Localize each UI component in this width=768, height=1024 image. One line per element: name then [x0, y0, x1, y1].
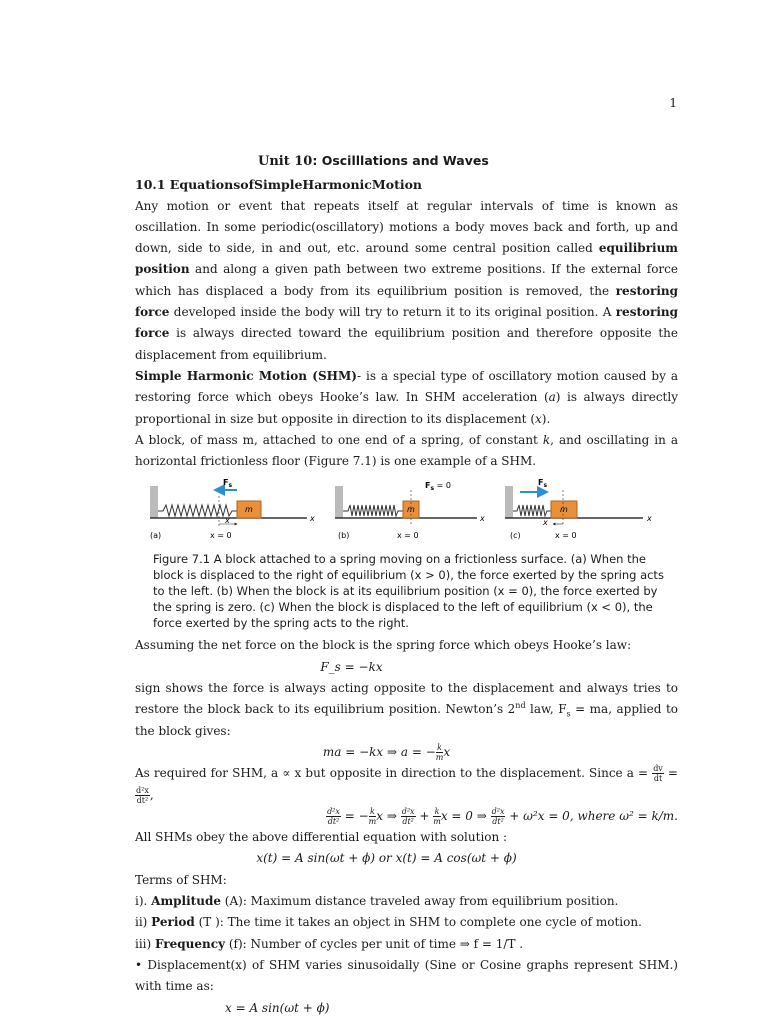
- paragraph-block: [135, 430, 678, 473]
- term-amplitude: i). Amplitude (A): Maximum distance traveled away from equilibrium position.: [135, 894, 619, 909]
- spring-a: [158, 505, 237, 516]
- eq-label-b: x = 0: [397, 531, 419, 541]
- unit-title: [135, 150, 678, 172]
- eq-newton-a: ma = −kx ⇒ a = −: [322, 744, 436, 759]
- p2-c: ) is always directly proportional in size but opposite in direction to its displacement (: [135, 390, 678, 426]
- p4-c: = ma, applied to the block gives:: [135, 702, 678, 738]
- term-equilibrium-position: equilibrium position: [135, 241, 678, 277]
- figure-caption: Figure 7.1 A block attached to a spring moving on a frictionless surface. (a) When the block is displaced to the right of equilibrium (x > 0), the force exerted by the spring acts to the left. (b) When the block is at its equilibrium position (x = 0), the force exerted by the spring is zero. (c) When the block is displaced to the left of equilibrium (x < 0), the force exerted by the spring acts to the right.: [153, 552, 664, 631]
- p2-a: - is a special type of oscillatory motion caused by a restoring force which obeys Hooke’s law. In SHM acceleration (: [135, 368, 679, 405]
- equation-solution: x(t) = A sin(ωt + ϕ) or x(t) = A cos(ωt + ϕ): [256, 851, 517, 866]
- unit-label: Unit 10: [258, 154, 313, 169]
- mass-b: m: [407, 505, 415, 515]
- p3-b: , and oscillating in a horizontal frictionless floor (Figure 7.1) is one example of a SHM.: [135, 432, 678, 469]
- p2-accel: a: [548, 390, 556, 405]
- spring-b: [343, 505, 403, 516]
- text-all-shm: All SHMs obey the above differential equation with solution :: [135, 830, 508, 845]
- term-frequency: iii) Frequency (f): Number of cycles per unit of time ⇒ f = 1/T .: [135, 936, 524, 951]
- p3-a: A block, of mass m, attached to one end of a spring, of constant: [135, 432, 543, 447]
- panel-b: [335, 481, 485, 540]
- paragraph-newton: [135, 678, 678, 742]
- mass-c: m: [560, 505, 568, 515]
- eq-label-a: x = 0: [210, 531, 232, 541]
- p2-d: ).: [541, 411, 551, 426]
- p1-c: and along a given path between two extreme positions. If the external force which has displaced a body from its equilibrium position is removed, the: [135, 262, 678, 298]
- figure-spring-block: [135, 476, 678, 551]
- equation-hooke: F_s = −kx: [320, 659, 383, 674]
- equation-differential: $\frac{\text{d²x}}{\text{dt²}}$ = − $\frac{k}{m}$ x ⇒ $\frac{\text{d²x}}{\text{dt²}}$ + $\frac{k}{m}$ x = 0 ⇒ $\frac{\text{d²x}}{\text{dt²}}$ + ω²x = 0, where ω² = k/m.: [327, 806, 678, 826]
- disp-label-c: x: [543, 518, 548, 528]
- wall-c: [505, 486, 513, 518]
- wall-b: [335, 486, 343, 518]
- frac-dv-dt: $\frac{dv}{dt}$: [653, 764, 663, 784]
- document-body: [135, 150, 678, 1019]
- figure-svg: [135, 476, 678, 551]
- p3-k: k: [542, 432, 551, 447]
- p1-e: is always directed toward the equilibrium position and therefore opposite the displacement from equilibrium.: [135, 326, 678, 362]
- tag-a: (a): [150, 531, 162, 541]
- force-b: $F_s = 0$: [425, 481, 451, 493]
- frac-d2x-dt2: $\frac{\text{d²x}}{\text{dt²}}$: [136, 785, 149, 805]
- term-shm: Simple Harmonic Motion (SHM): [135, 368, 357, 383]
- p4-b: law, F: [525, 702, 567, 717]
- p1-a: Any motion or event that repeats itself at regular intervals of time is known as oscillation. In some periodic(oscillatory) motions a body moves back and forth, up and down, side to side, in and out, etc. around some central position called: [135, 198, 678, 256]
- tag-c: (c): [510, 531, 521, 541]
- force-a: $F_s$: [223, 478, 233, 490]
- axis-b: x: [480, 514, 485, 524]
- term-restoring-force: restoring force: [135, 283, 678, 320]
- term-restoring-force-2: restoring force: [135, 305, 678, 341]
- p4-a: sign shows the force is always acting opposite to the displacement and always tries to restore the block back to its equilibrium position. Newton’s 2: [135, 681, 678, 717]
- panel-c: [505, 478, 652, 540]
- paragraph-shm: [135, 366, 678, 430]
- equation-final: x = A sin(ωt + ϕ): [225, 1000, 330, 1015]
- axis-c: x: [647, 514, 652, 524]
- p4-sup: nd: [515, 701, 526, 711]
- force-c: $F_s$: [538, 478, 548, 490]
- axis-a: x: [310, 514, 315, 524]
- unit-title-text: : Oscilllations and Waves: [312, 153, 489, 168]
- p5-tail: ,: [149, 787, 154, 802]
- spring-c: [513, 505, 551, 516]
- panel-a: [150, 478, 315, 540]
- p4-sub: s: [566, 709, 571, 719]
- p1-d: developed inside the body will try to return it to its original position. A: [169, 305, 616, 320]
- terms-heading: Terms of SHM:: [135, 872, 227, 887]
- section-heading: 10.1 EquationsofSimpleHarmonicMotion: [135, 177, 423, 193]
- paragraph-required: [135, 763, 678, 806]
- p2-disp: x: [535, 411, 542, 426]
- p5-eq: =: [663, 766, 678, 781]
- wall-a: [150, 486, 158, 518]
- equation-newton: [135, 742, 678, 763]
- tag-b: (b): [338, 531, 350, 541]
- bullet-displacement: • Displacement(x) of SHM varies sinusoidally (Sine or Cosine graphs represent SHM.) with time as:: [135, 957, 678, 994]
- p5-a: As required for SHM, a ∝ x but opposite in direction to the displacement. Since a =: [135, 766, 653, 781]
- paragraph-oscillation: [135, 196, 678, 366]
- page-number: 1: [669, 96, 677, 110]
- disp-label-a: x: [225, 516, 230, 526]
- term-period: ii) Period (T ): The time it takes an object in SHM to complete one cycle of motion.: [135, 915, 642, 930]
- mass-a: m: [245, 505, 253, 515]
- eq-newton-tail: x: [443, 744, 451, 759]
- eq-label-c: x = 0: [555, 531, 577, 541]
- text-assuming: Assuming the net force on the block is the spring force which obeys Hooke’s law:: [135, 638, 632, 653]
- frac-k-m: $\frac{k}{m}$: [435, 742, 444, 762]
